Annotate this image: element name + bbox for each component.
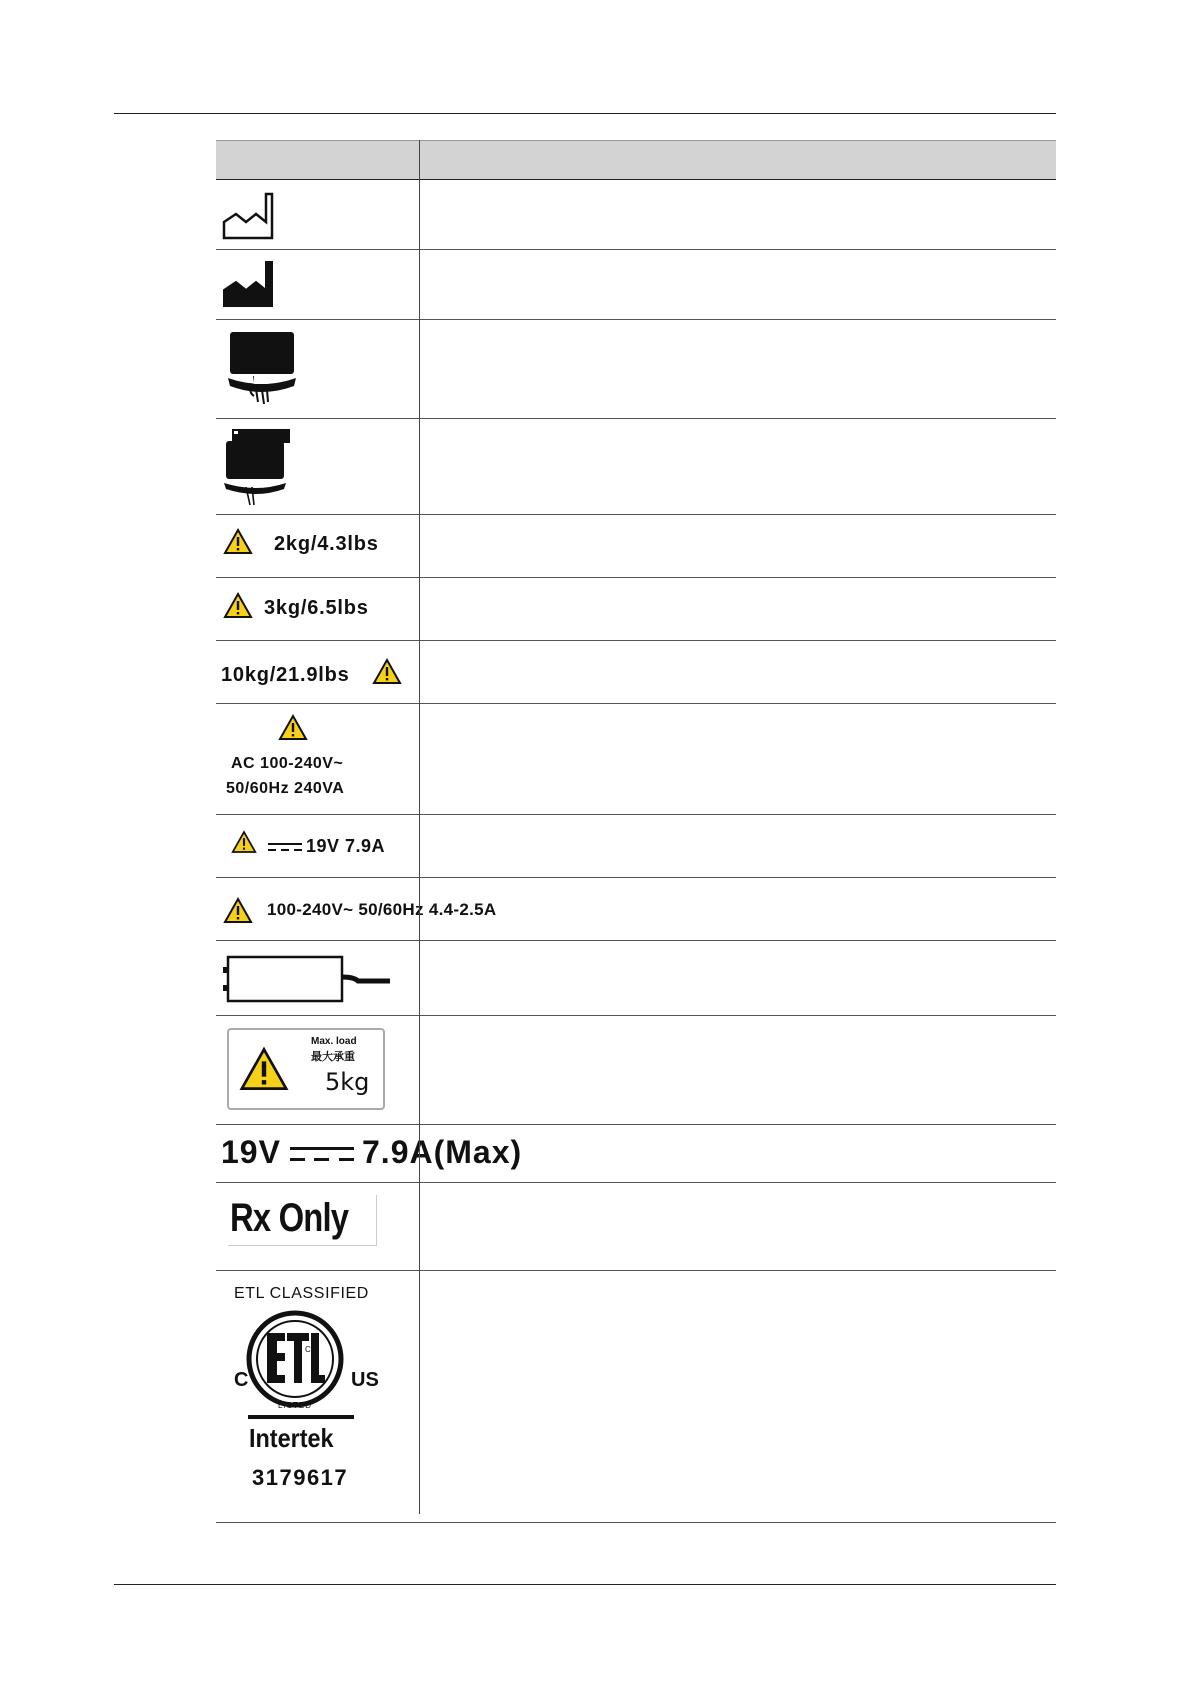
table-row — [216, 1125, 1056, 1183]
table-row — [216, 578, 1056, 641]
symbol-table — [216, 140, 1056, 1523]
symbol-cell — [216, 578, 635, 640]
etl-classified-text: ETL CLASSIFIED — [234, 1285, 369, 1302]
description-cell — [636, 878, 1056, 940]
warning-triangle-icon — [237, 1046, 291, 1092]
description-cell — [636, 419, 1056, 514]
symbol-cell — [216, 641, 635, 703]
dual-monitor-icon — [222, 427, 298, 507]
description-cell — [636, 1125, 1056, 1182]
description-cell — [636, 515, 1056, 577]
description-cell — [636, 180, 1056, 249]
date-of-manufacture-icon — [222, 192, 282, 240]
description-cell — [636, 1271, 1056, 1522]
description-cell — [636, 641, 1056, 703]
warning-triangle-icon — [223, 528, 253, 555]
symbol-cell — [216, 941, 635, 1015]
rx-only-text: Rx Only — [230, 1196, 349, 1240]
table-row — [216, 180, 1056, 250]
description-cell — [636, 941, 1056, 1015]
description-cell — [636, 1183, 1056, 1270]
power-adapter-icon — [222, 955, 392, 1005]
warning-triangle-icon — [278, 714, 308, 741]
table-row — [216, 1183, 1056, 1271]
etl-us-text: US — [351, 1369, 379, 1391]
etl-cm-text: CM — [305, 1345, 318, 1354]
weight-label: 2kg/4.3lbs — [274, 533, 379, 555]
max-load-chinese: 最大承重 — [311, 1050, 355, 1063]
footer-rule — [114, 1584, 1056, 1585]
etl-listed-mark-icon — [245, 1309, 345, 1409]
description-cell — [636, 815, 1056, 877]
etl-number-text: 3179617 — [252, 1465, 349, 1490]
weight-label: 3kg/6.5lbs — [264, 597, 369, 619]
description-cell — [636, 704, 1056, 814]
warning-triangle-icon — [223, 592, 253, 619]
table-row — [216, 1271, 1056, 1523]
max-load-label — [227, 1028, 385, 1110]
description-cell — [636, 1016, 1056, 1124]
monitor-handle-icon — [224, 330, 300, 410]
symbol-cell — [216, 1125, 635, 1182]
manufacturer-icon — [222, 260, 282, 308]
symbol-cell — [216, 515, 635, 577]
warning-triangle-icon — [231, 830, 257, 854]
etl-underline — [248, 1415, 354, 1419]
warning-triangle-icon — [223, 897, 253, 924]
dc-output-voltage: 19V — [221, 1134, 281, 1170]
dc-output-current: 7.9A(Max) — [362, 1134, 523, 1170]
table-row — [216, 641, 1056, 704]
description-cell — [636, 250, 1056, 319]
table-row — [216, 878, 1056, 941]
table-row — [216, 815, 1056, 878]
dc-input-value: 19V 7.9A — [306, 836, 386, 856]
direct-current-icon — [290, 1146, 354, 1164]
direct-current-icon — [268, 842, 302, 854]
etl-c-text: C — [234, 1369, 249, 1391]
symbol-cell — [216, 1183, 635, 1270]
table-row — [216, 320, 1056, 419]
symbol-cell — [216, 1016, 635, 1124]
table-row — [216, 419, 1056, 515]
description-cell — [636, 578, 1056, 640]
table-row — [216, 515, 1056, 578]
intertek-text: Intertek — [249, 1423, 334, 1453]
symbol-cell — [216, 1271, 635, 1522]
adapter-input-value: 100-240V~ 50/60Hz 4.4-2.5A — [267, 900, 497, 919]
column-divider — [419, 140, 420, 1514]
description-cell — [636, 320, 1056, 418]
symbol-cell — [216, 180, 635, 249]
table-row — [216, 250, 1056, 320]
max-load-text: Max. load — [311, 1036, 357, 1047]
header-rule — [114, 113, 1056, 114]
ac-input-line1: AC 100-240V~ — [231, 755, 344, 772]
table-row — [216, 1016, 1056, 1125]
etl-listed-text: LISTED — [278, 1401, 313, 1410]
table-row — [216, 704, 1056, 815]
symbol-cell — [216, 815, 635, 877]
max-load-value: 5kg — [325, 1068, 370, 1096]
rx-only-mark — [228, 1195, 377, 1246]
symbol-cell — [216, 250, 635, 319]
table-row — [216, 941, 1056, 1016]
symbol-cell — [216, 320, 635, 418]
table-header — [216, 140, 1056, 180]
weight-label: 10kg/21.9lbs — [221, 664, 350, 686]
symbol-cell — [216, 878, 635, 940]
symbol-cell — [216, 704, 635, 814]
ac-input-line2: 50/60Hz 240VA — [226, 780, 345, 797]
warning-triangle-icon — [372, 658, 402, 685]
symbol-cell — [216, 419, 635, 514]
